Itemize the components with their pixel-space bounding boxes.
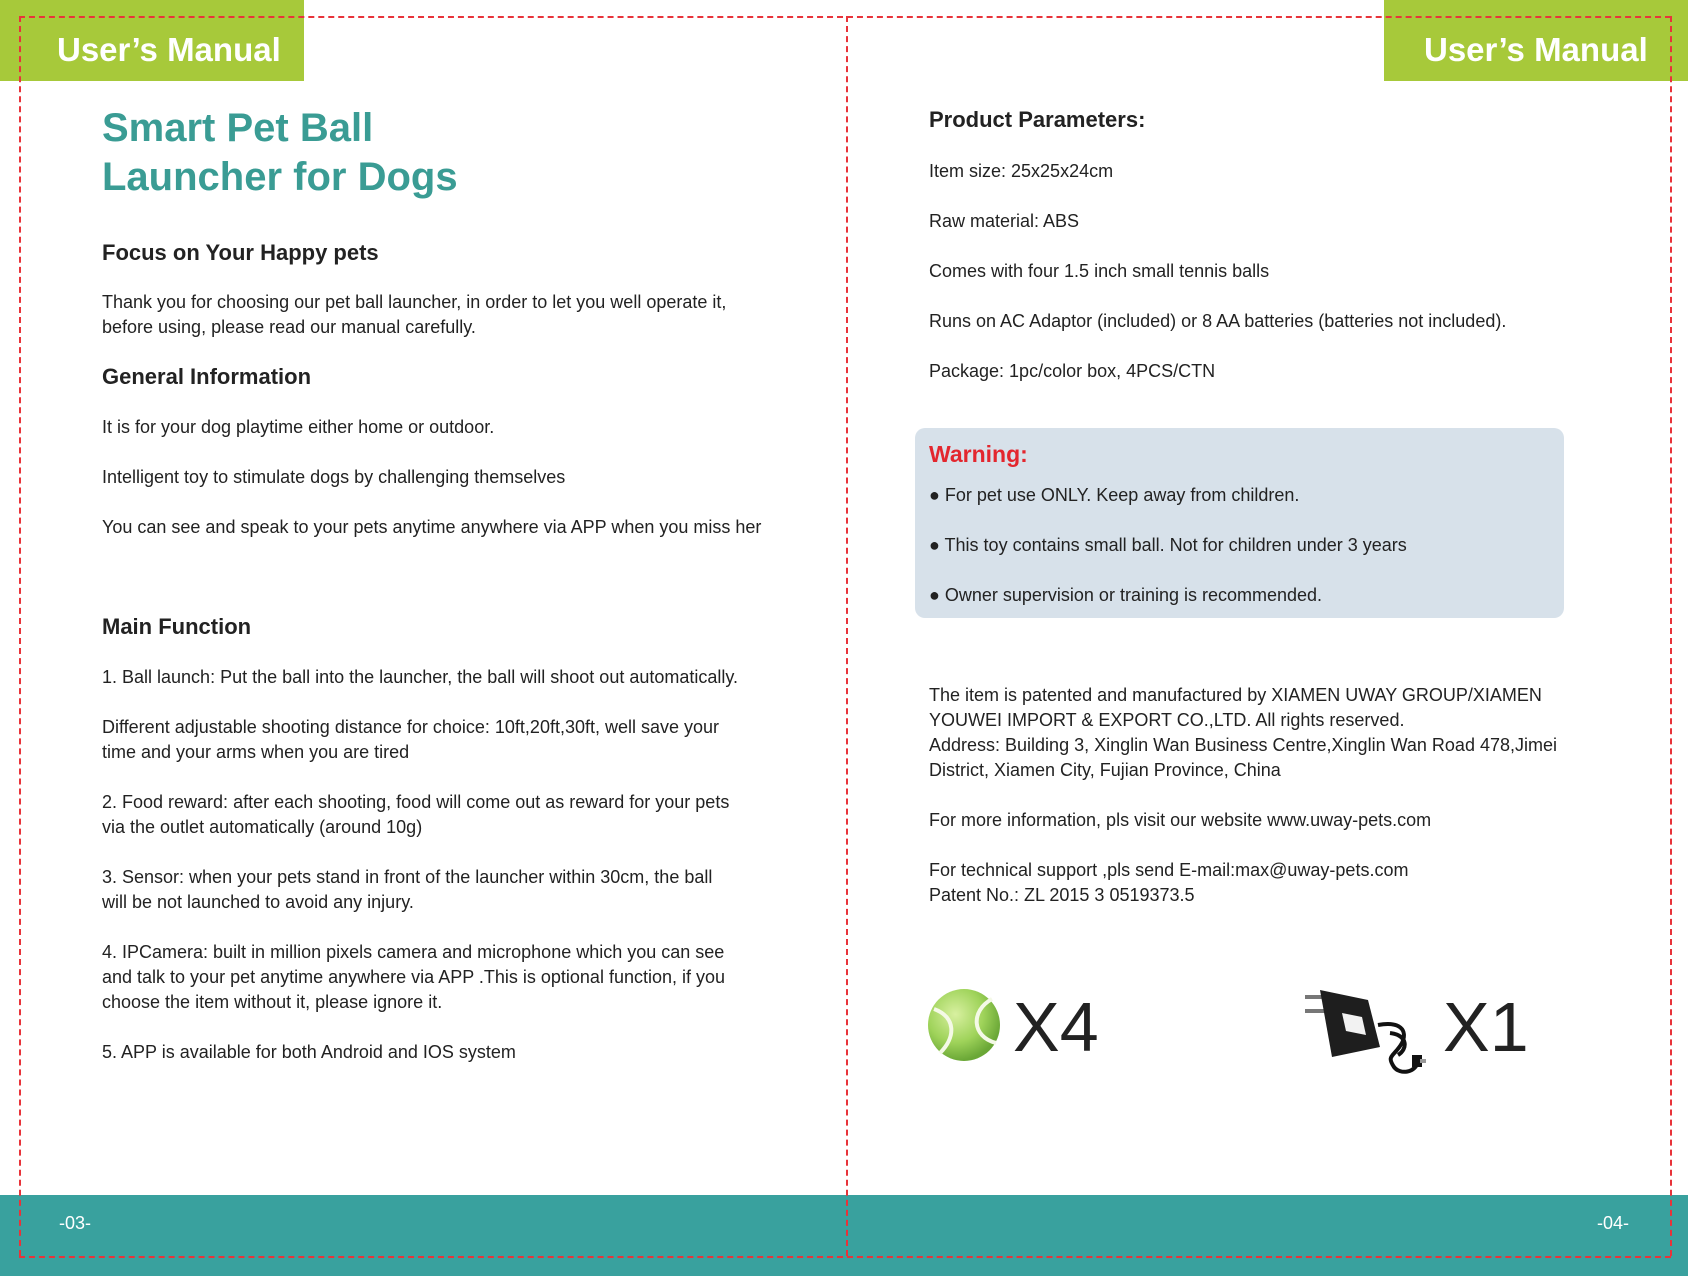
general-item: Intelligent toy to stimulate dogs by challenging themselves [102, 467, 566, 487]
function-line: 3. Sensor: when your pets stand in front of the launcher within 30cm, the ball [102, 867, 713, 887]
cut-line-right [1670, 16, 1672, 1256]
warning-item: ● For pet use ONLY. Keep away from children. [929, 485, 1300, 505]
function-line: 1. Ball launch: Put the ball into the launcher, the ball will shoot out automatically. [102, 667, 739, 687]
warning-item: ● This toy contains small ball. Not for children under 3 years [929, 535, 1407, 555]
function-line: choose the item without it, please ignore it. [102, 992, 443, 1012]
title-line-2: Launcher for Dogs [102, 155, 458, 199]
focus-heading: Focus on Your Happy pets [102, 240, 379, 265]
company-line: The item is patented and manufactured by XIAMEN UWAY GROUP/XIAMEN [929, 685, 1542, 705]
param-item: Item size: 25x25x24cm [929, 161, 1114, 181]
function-line: via the outlet automatically (around 10g) [102, 817, 423, 837]
general-item: You can see and speak to your pets anytime anywhere via APP when you miss her [102, 517, 762, 537]
support-email-line: For technical support ,pls send E-mail:max@uway-pets.com [929, 860, 1409, 880]
param-item: Comes with four 1.5 inch small tennis balls [929, 261, 1270, 281]
patent-line: Patent No.: ZL 2015 3 0519373.5 [929, 885, 1195, 905]
warning-item: ● Owner supervision or training is recommended. [929, 585, 1323, 605]
warning-title: Warning: [929, 441, 1028, 467]
intro-line-1: Thank you for choosing our pet ball launcher, in order to let you well operate it, [102, 292, 727, 312]
power-adaptor-icon [1290, 985, 1430, 1080]
general-item: It is for your dog playtime either home or outdoor. [102, 417, 495, 437]
company-line: Address: Building 3, Xinglin Wan Business Centre,Xinglin Wan Road 478,Jimei [929, 735, 1557, 755]
company-line: YOUWEI IMPORT & EXPORT CO.,LTD. All rights reserved. [929, 710, 1405, 730]
footer-band [0, 1195, 1688, 1276]
function-line: will be not launched to avoid any injury. [102, 892, 414, 912]
param-item: Package: 1pc/color box, 4PCS/CTN [929, 361, 1216, 381]
function-line: 4. IPCamera: built in million pixels camera and microphone which you can see [102, 942, 725, 962]
header-tab-right [1384, 0, 1688, 81]
param-item: Runs on AC Adaptor (included) or 8 AA batteries (batteries not included). [929, 311, 1507, 331]
page-number-left: -03- [59, 1213, 92, 1233]
param-item: Raw material: ABS [929, 211, 1080, 231]
adaptor-quantity: X1 [1443, 988, 1529, 1066]
function-line: Different adjustable shooting distance for choice: 10ft,20ft,30ft, well save your [102, 717, 720, 737]
title-line-1: Smart Pet Ball [102, 106, 374, 150]
website-line: For more information, pls visit our website www.uway-pets.com [929, 810, 1432, 830]
cut-line-bottom [19, 1256, 1671, 1258]
general-heading: General Information [102, 364, 312, 389]
intro-line-2: before using, please read our manual carefully. [102, 317, 476, 337]
function-line: and talk to your pet anytime anywhere via APP .This is optional function, if you [102, 967, 726, 987]
cut-line-top [19, 16, 1671, 18]
cut-line-center [846, 16, 848, 1256]
params-heading: Product Parameters: [929, 107, 1146, 132]
header-tab-right-label: User’s Manual [1424, 31, 1648, 68]
cut-line-left [19, 16, 21, 1256]
function-line: 5. APP is available for both Android and IOS system [102, 1042, 516, 1062]
header-tab-left [0, 0, 304, 81]
function-line: 2. Food reward: after each shooting, food will come out as reward for your pets [102, 792, 730, 812]
company-line: District, Xiamen City, Fujian Province, China [929, 760, 1281, 780]
header-tab-left-label: User’s Manual [57, 31, 281, 68]
page-number-right: -04- [1597, 1213, 1630, 1233]
page-title [102, 104, 458, 202]
balls-quantity: X4 [1013, 988, 1099, 1066]
tennis-ball-icon [926, 987, 1002, 1063]
main-function-heading: Main Function [102, 614, 252, 639]
function-line: time and your arms when you are tired [102, 742, 410, 762]
